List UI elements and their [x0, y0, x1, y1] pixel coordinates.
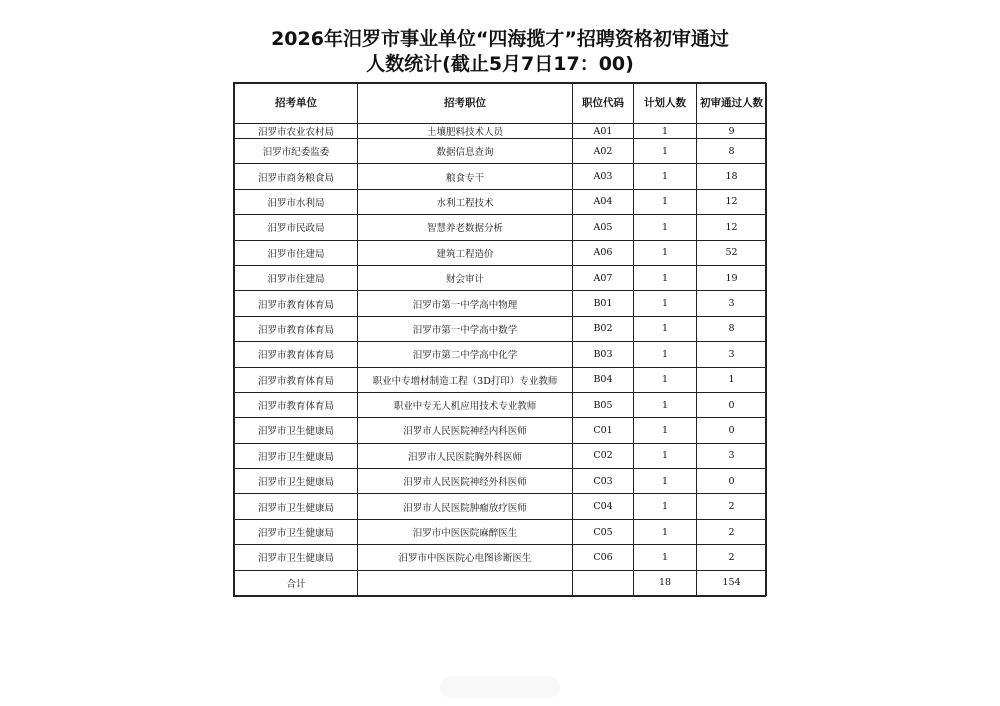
- cell-planned: 1: [634, 443, 697, 468]
- cell-planned: 1: [634, 139, 697, 164]
- cell-unit: 汨罗市卫生健康局: [235, 443, 358, 468]
- header-planned: 计划人数: [634, 84, 697, 124]
- cell-code: B01: [573, 291, 634, 316]
- cell-passed: 8: [697, 316, 767, 341]
- cell-planned: 1: [634, 367, 697, 392]
- header-position: 招考职位: [358, 84, 573, 124]
- cell-passed: 3: [697, 291, 767, 316]
- document-title-line2: 人数统计(截止5月7日17：00): [366, 53, 634, 75]
- cell-unit: 汨罗市纪委监委: [235, 139, 358, 164]
- cell-passed: 2: [697, 545, 767, 570]
- cell-code: A07: [573, 265, 634, 290]
- cell-unit: 汨罗市卫生健康局: [235, 494, 358, 519]
- cell-position: 汨罗市人民医院神经外科医师: [358, 469, 573, 494]
- cell-code: B05: [573, 392, 634, 417]
- cell-code: A04: [573, 189, 634, 214]
- header-unit: 招考单位: [235, 84, 358, 124]
- total-planned: 18: [634, 570, 697, 595]
- cell-planned: 1: [634, 265, 697, 290]
- cell-position: 土壤肥料技术人员: [358, 124, 573, 139]
- cell-passed: 0: [697, 469, 767, 494]
- cell-code: C06: [573, 545, 634, 570]
- cell-planned: 1: [634, 469, 697, 494]
- cell-position: 财会审计: [358, 265, 573, 290]
- cell-position: 水利工程技术: [358, 189, 573, 214]
- cell-passed: 2: [697, 519, 767, 544]
- cell-code: A02: [573, 139, 634, 164]
- table-row: [235, 418, 767, 443]
- cell-planned: 1: [634, 342, 697, 367]
- cell-passed: 0: [697, 392, 767, 417]
- cell-passed: 12: [697, 215, 767, 240]
- cell-code: B04: [573, 367, 634, 392]
- cell-code: C03: [573, 469, 634, 494]
- statistics-table: [234, 83, 767, 596]
- table-row: [235, 342, 767, 367]
- cell-passed: 18: [697, 164, 767, 189]
- cell-passed: 3: [697, 342, 767, 367]
- cell-planned: 1: [634, 124, 697, 139]
- cell-unit: 汨罗市卫生健康局: [235, 469, 358, 494]
- cell-code: C01: [573, 418, 634, 443]
- table-row: [235, 494, 767, 519]
- cell-position: 汨罗市人民医院胸外科医师: [358, 443, 573, 468]
- total-passed: 154: [697, 570, 767, 595]
- cell-planned: 1: [634, 545, 697, 570]
- table-row: [235, 215, 767, 240]
- cell-passed: 12: [697, 189, 767, 214]
- cell-passed: 2: [697, 494, 767, 519]
- cell-position: 汨罗市第一中学高中物理: [358, 291, 573, 316]
- cell-position: 职业中专无人机应用技术专业教师: [358, 392, 573, 417]
- cell-unit: 汨罗市住建局: [235, 265, 358, 290]
- cell-position: 汨罗市第一中学高中数学: [358, 316, 573, 341]
- cell-passed: 3: [697, 443, 767, 468]
- cell-unit: 汨罗市教育体育局: [235, 342, 358, 367]
- cell-unit: 汨罗市卫生健康局: [235, 418, 358, 443]
- cell-position: 粮食专干: [358, 164, 573, 189]
- cell-passed: 8: [697, 139, 767, 164]
- cell-unit: 汨罗市住建局: [235, 240, 358, 265]
- cell-unit: 汨罗市卫生健康局: [235, 519, 358, 544]
- header-code: 职位代码: [573, 84, 634, 124]
- header-passed: 初审通过人数: [697, 84, 767, 124]
- cell-unit: 汨罗市水利局: [235, 189, 358, 214]
- cell-unit: 汨罗市教育体育局: [235, 367, 358, 392]
- cell-planned: 1: [634, 291, 697, 316]
- cell-planned: 1: [634, 215, 697, 240]
- table-row: [235, 291, 767, 316]
- cell-unit: 汨罗市民政局: [235, 215, 358, 240]
- cell-planned: 1: [634, 189, 697, 214]
- cell-code: A06: [573, 240, 634, 265]
- table-row: [235, 124, 767, 139]
- table-row: [235, 392, 767, 417]
- table-row: [235, 519, 767, 544]
- cell-position: 汨罗市中医医院心电图诊断医生: [358, 545, 573, 570]
- cell-position: 汨罗市第二中学高中化学: [358, 342, 573, 367]
- total-position-empty: [358, 570, 573, 595]
- cell-passed: 0: [697, 418, 767, 443]
- table-row: [235, 164, 767, 189]
- cell-code: A01: [573, 124, 634, 139]
- table-row: [235, 469, 767, 494]
- cell-planned: 1: [634, 519, 697, 544]
- cell-position: 建筑工程造价: [358, 240, 573, 265]
- table-row: [235, 139, 767, 164]
- cell-code: B02: [573, 316, 634, 341]
- cell-passed: 1: [697, 367, 767, 392]
- cell-unit: 汨罗市教育体育局: [235, 392, 358, 417]
- cell-code: C05: [573, 519, 634, 544]
- table-row: [235, 316, 767, 341]
- total-label: 合计: [235, 570, 358, 595]
- cell-unit: 汨罗市教育体育局: [235, 291, 358, 316]
- faint-watermark-smudge: [440, 676, 560, 698]
- cell-unit: 汨罗市教育体育局: [235, 316, 358, 341]
- cell-unit: 汨罗市商务粮食局: [235, 164, 358, 189]
- table-total-row: [235, 570, 767, 595]
- cell-planned: 1: [634, 240, 697, 265]
- cell-planned: 1: [634, 494, 697, 519]
- cell-code: A03: [573, 164, 634, 189]
- cell-position: 职业中专增材制造工程（3D打印）专业教师: [358, 367, 573, 392]
- cell-position: 汨罗市人民医院肿瘤放疗医师: [358, 494, 573, 519]
- document-title-line1: 2026年汨罗市事业单位“四海揽才”招聘资格初审通过: [271, 28, 729, 50]
- table-row: [235, 545, 767, 570]
- cell-position: 汨罗市人民医院神经内科医师: [358, 418, 573, 443]
- cell-position: 数据信息查询: [358, 139, 573, 164]
- cell-passed: 9: [697, 124, 767, 139]
- cell-code: B03: [573, 342, 634, 367]
- cell-passed: 52: [697, 240, 767, 265]
- table-row: [235, 265, 767, 290]
- table-row: [235, 189, 767, 214]
- cell-planned: 1: [634, 418, 697, 443]
- cell-planned: 1: [634, 392, 697, 417]
- table-row: [235, 443, 767, 468]
- cell-code: C04: [573, 494, 634, 519]
- cell-code: C02: [573, 443, 634, 468]
- table-row: [235, 240, 767, 265]
- cell-unit: 汨罗市农业农村局: [235, 124, 358, 139]
- cell-planned: 1: [634, 316, 697, 341]
- table-row: [235, 367, 767, 392]
- table-header-row: [235, 84, 767, 124]
- cell-code: A05: [573, 215, 634, 240]
- cell-planned: 1: [634, 164, 697, 189]
- total-code-empty: [573, 570, 634, 595]
- cell-passed: 19: [697, 265, 767, 290]
- cell-position: 汨罗市中医医院麻醉医生: [358, 519, 573, 544]
- cell-unit: 汨罗市卫生健康局: [235, 545, 358, 570]
- cell-position: 智慧养老数据分析: [358, 215, 573, 240]
